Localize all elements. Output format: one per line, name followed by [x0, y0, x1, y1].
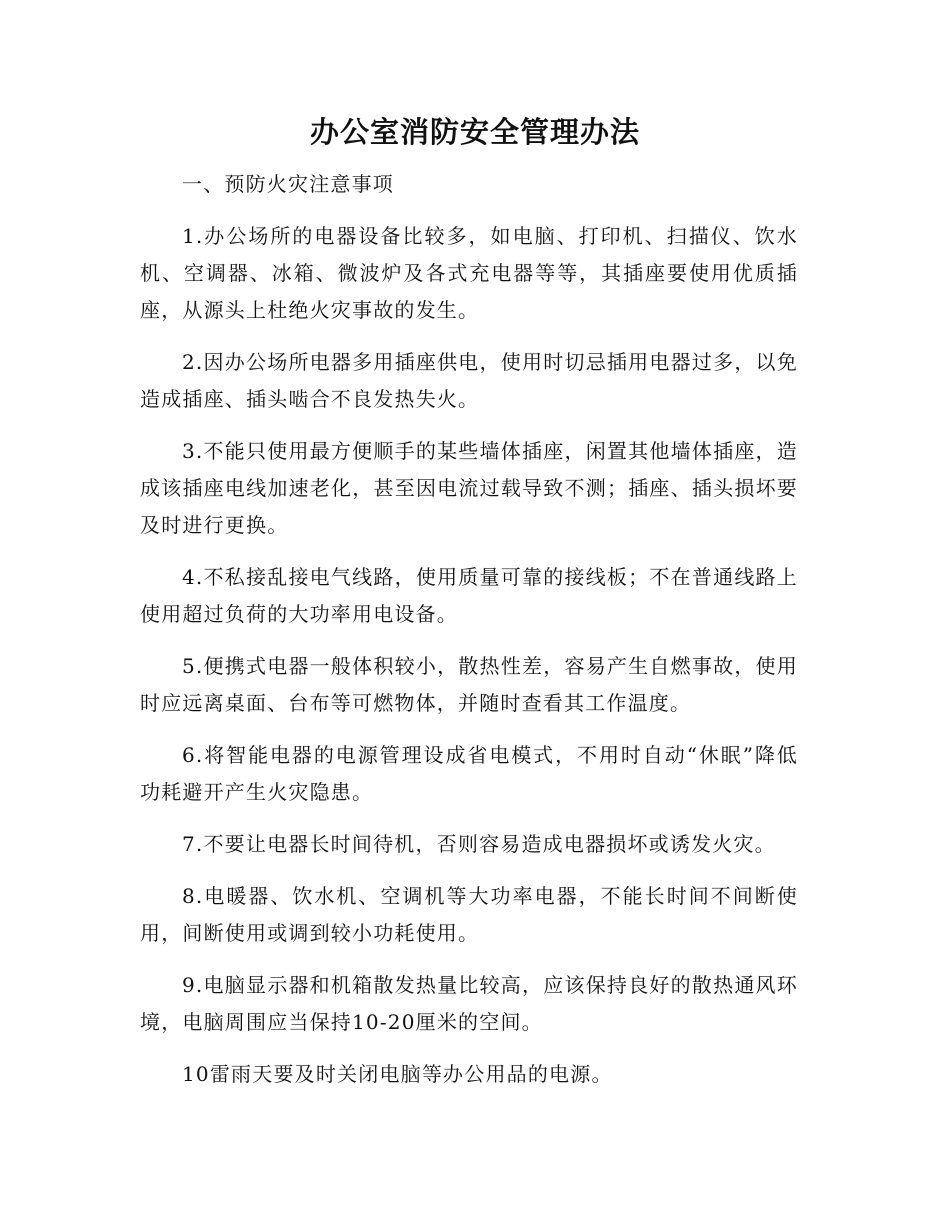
section-heading: 一、预防火灾注意事项	[182, 172, 394, 196]
item-1: 1.办公场所的电器设备比较多，如电脑、打印机、扫描仪、饮水机、空调器、冰箱、微波炉及各式充电器等等，其插座要使用优质插座，从源头上杜绝火灾事故的发生。	[140, 224, 798, 322]
item-10: 10雷雨天要及时关闭电脑等办公用品的电源。	[182, 1062, 613, 1086]
item-9: 9.电脑显示器和机箱散发热量比较高，应该保持良好的散热通风环境，电脑周围应当保持10-20厘米的空间。	[140, 973, 798, 1034]
document-title: 办公室消防安全管理办法	[309, 115, 640, 149]
item-3: 3.不能只使用最方便顺手的某些墙体插座，闲置其他墙体插座，造成该插座电线加速老化，甚至因电流过载导致不测；插座、插头损坏要及时进行更换。	[140, 439, 798, 537]
item-4: 4.不私接乱接电气线路，使用质量可靠的接线板；不在普通线路上使用超过负荷的大功率用电设备。	[140, 565, 798, 626]
item-7: 7.不要让电器长时间待机，否则容易造成电器损坏或诱发火灾。	[182, 832, 776, 856]
item-8: 8.电暖器、饮水机、空调机等大功率电器，不能长时间不间断使用，间断使用或调到较小功耗使用。	[140, 884, 798, 945]
item-5: 5.便携式电器一般体积较小，散热性差，容易产生自燃事故，使用时应远离桌面、台布等可燃物体，并随时查看其工作温度。	[140, 654, 798, 715]
item-6: 6.将智能电器的电源管理设成省电模式，不用时自动“休眠”降低功耗避开产生火灾隐患。	[140, 743, 798, 804]
item-2: 2.因办公场所电器多用插座供电，使用时切忌插用电器过多，以免造成插座、插头啮合不良发热失火。	[140, 350, 798, 411]
document-body	[140, 166, 798, 1108]
